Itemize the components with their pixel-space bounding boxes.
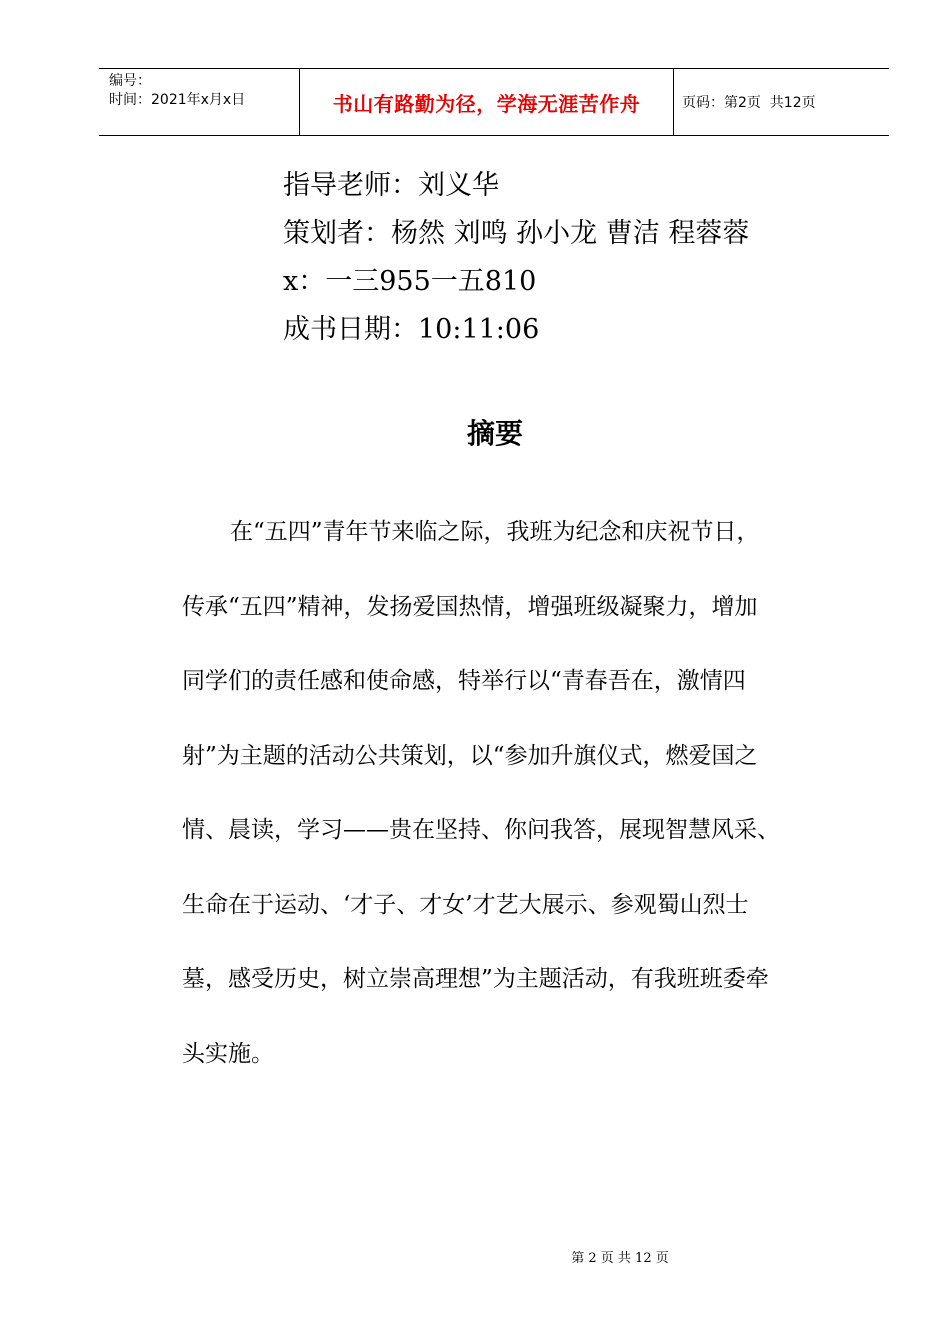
abstract-paragraph — [182, 500, 807, 1096]
abstract-line: 在“五四”青年节来临之际，我班为纪念和庆祝节日， — [230, 519, 760, 545]
project-info — [283, 162, 749, 354]
document-number-label: 编号： — [109, 73, 151, 89]
header-motto: 书山有路勤为径，学海无涯苦作舟 — [332, 91, 641, 116]
header-meta-cell — [99, 69, 300, 135]
header-motto-cell — [300, 69, 674, 135]
abstract-heading: 摘要 — [466, 417, 523, 450]
abstract-line: 墓，感受历史，树立崇高理想”为主题活动，有我班班委牵 — [182, 966, 769, 992]
page-header — [99, 68, 889, 136]
abstract-line: 射”为主题的活动公共策划，以“参加升旗仪式，燃爱国之 — [182, 742, 758, 769]
abstract-line: 同学们的责任感和使命感，特举行以“青春吾在，激情四 — [182, 668, 746, 694]
abstract-line: 传承“五四”精神，发扬爱国热情，增强班级凝聚力，增加 — [182, 593, 758, 620]
advisor-line: 指导老师：刘义华 — [283, 170, 499, 201]
page-footer: 第 2 页 共 12 页 — [571, 1251, 669, 1266]
abstract-line: 情、晨读，学习——贵在坚持、你问我答，展现智慧风采、 — [182, 817, 780, 843]
phone-line: x：一三955一五810 — [283, 266, 537, 297]
abstract-line: 生命在于运动、‘才子、才女’才艺大展示、参观蜀山烈士 — [182, 891, 749, 918]
header-page-cell — [674, 69, 889, 135]
date-line: 成书日期：10:11:06 — [283, 314, 540, 345]
abstract-line: 头实施。 — [182, 1040, 274, 1067]
document-date-label: 时间：2021年x月x日 — [109, 92, 246, 108]
planners-line: 策划者：杨然 刘鸣 孙小龙 曹洁 程蓉蓉 — [283, 218, 750, 249]
header-page-number: 页码：第2页 共12页 — [682, 95, 816, 111]
